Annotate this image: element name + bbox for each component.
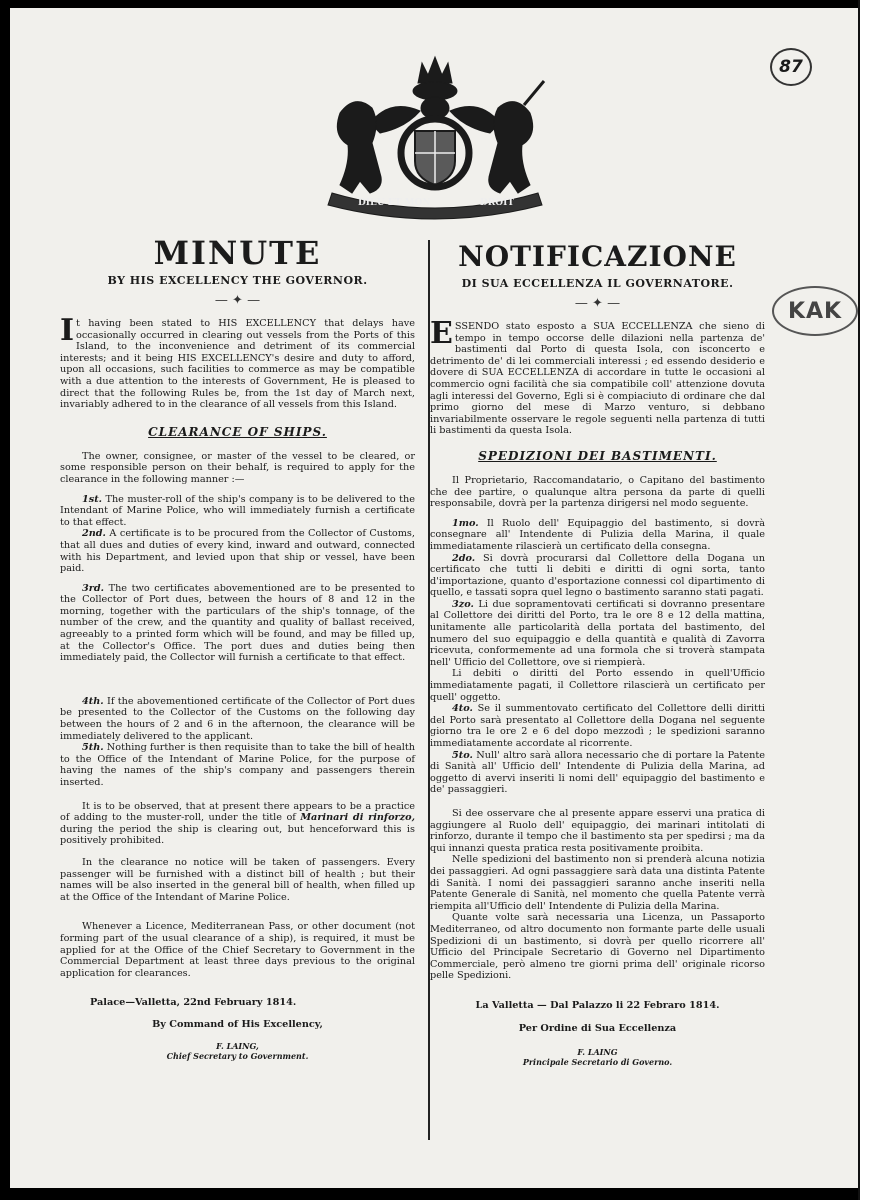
italian-date: La Valletta — Dal Palazzo li 22 Febraro 1814.	[475, 999, 720, 1011]
italian-rule-2: 2do. Si dovrà procurarsi dal Collettore della Dogana un certificato che tutti li debiti e diritti di ogni sorta, tanto d'importazione, quanto d'esportazione connessi col dipartimento di quello, e tassati sopra quel legno o bastimento saranno stati pagati.	[430, 552, 765, 599]
english-section-title: CLEARANCE OF SHIPS.	[148, 424, 327, 439]
italian-observation: Si dee osservare che al presente appare esservi una pratica di aggiungere al Ruolo dell' equipaggio, dei marinari intitolati di rinforzo, durante il tempo che il bastimento sta per spedirsi ; ma da qui innanzi questa pratica resta positivamente proibita.	[430, 807, 765, 854]
italian-rule-3b: Li debiti o diritti del Porto essendo in quell'Ufficio immediatamente pagati, il Collettore rilascierà un certificato per quell' oggetto.	[430, 668, 765, 703]
italian-section-title: SPEDIZIONI DEI BASTIMENTI.	[478, 448, 717, 463]
drop-cap: E	[430, 316, 453, 351]
italian-licence: Quante volte sarà necessaria una Licenza, un Passaporto Mediterraneo, od altro documento non formante parte delle usuali Spedizioni di un bastimento, si dovrà per quello ricorrere all' Ufficio del Principale Secretario di Governo nel Dipartimento Commerciale, però almeno tre giorni prima dell' originale ricorso pelle Spedizioni.	[430, 912, 765, 982]
motto-left: DIEU ET MON	[358, 198, 431, 208]
english-rule-1: 1st. The muster-roll of the ship's company is to be delivered to the Intendant of Marine Police, who will immediately furnish a certificate to that effect.	[60, 493, 415, 528]
english-passengers: In the clearance no notice will be taken of passengers. Every passenger will be furnished with a distinct bill of health ; but their names will be also inserted in the general bill of health, when filled up at the Office of the Intendant of Marine Police.	[60, 856, 415, 903]
italian-command: Per Ordine di Sua Eccellenza	[518, 1023, 677, 1035]
italian-passengers: Nelle spedizioni del bastimento non si prenderà alcuna notizia dei passaggieri. Ad ogni passaggiere sarà data una distinta Patente di Sanità. I nomi dei passaggieri saranno anche inseriti nella Patente Generale di Sanità, nel momento che quella Patente verrà riempita all'Ufficio dell' Intendente di Pulizia della Marina.	[430, 854, 765, 912]
english-command: By Command of His Excellency,	[152, 1018, 323, 1030]
italian-subtitle: DI SUA ECCELLENZA IL GOVERNATORE.	[461, 277, 734, 290]
document-page	[10, 8, 858, 1188]
english-column	[60, 234, 415, 1061]
italian-paragraph-owner: Il Proprietario, Raccomandatario, o Capitano del bastimento che dee partire, o qualunque altra persona da parte di quelli responsabile, dovrà per la partenza dirigersi nel modo seguente.	[430, 474, 765, 510]
english-signature-title: Chief Secretary to Government.	[166, 1050, 309, 1061]
english-licence: Whenever a Licence, Mediterranean Pass, or other document (not forming part of the usual clearance of a ship), is required, it must be applied for at the Office of the Chief Secretary to Government in the Commercial Department at least three days previous to the original application for clearances.	[60, 921, 415, 979]
english-observation: It is to be observed, that at present there appears to be a practice of adding to the muster-roll, under the title of Marinari di rinforzo, during the period the ship is clearing out, but henceforward this is positively prohibited.	[60, 800, 415, 847]
italian-signature-title: Principale Secretario di Governo.	[522, 1057, 673, 1068]
italian-title: NOTIFICAZIONE	[458, 240, 737, 273]
italian-column	[430, 240, 765, 1067]
ornament-divider: — ✦ —	[214, 293, 261, 308]
royal-coat-of-arms	[310, 53, 560, 223]
english-rule-4: 4th. If the abovementioned certificate of the Collector of Port dues be presented to the Collector of the Customs on the following day between the hours of 2 and 6 in the afternoon, the clearance will be immediately delivered to the applicant.	[60, 695, 415, 742]
drop-cap: I	[60, 313, 75, 348]
ornament-divider: — ✦ —	[574, 296, 621, 311]
english-date: Palace—Valletta, 22nd February 1814.	[90, 997, 297, 1009]
english-paragraph-owner: The owner, consignee, or master of the vessel to be cleared, or some responsible person on their behalf, is required to apply for the clearance in the following manner :—	[60, 450, 415, 485]
english-rule-2: 2nd. A certificate is to be procured from the Collector of Customs, that all dues and duties of every kind, inward and outward, connected with his Department, and levied upon that ship or vessel, have been paid.	[60, 528, 415, 575]
italian-intro: ESSENDO stato esposto a SUA ECCELLENZA che sieno di tempo in tempo occorse delle dilazioni nella partenza de' bastimenti dal Porto di questa Isola, con isconcerto e detrimento de' di lei commerciali interessi ; ed essendo desiderio e dovere di SUA ECCELLENZA di accordare in tutte le occasioni al commercio ogni facilità che sia compatibile coll' attenzione dovuta agli interessi del Governo, Egli si è compiaciuto di ordinare che dal primo giorno del mese di Marzo venturo, si debbano invariabilmente osservare le regole seguenti nella partenza di tutti li bastimenti da questa Isola.	[430, 316, 765, 437]
italian-signature-name: F. LAING	[577, 1047, 618, 1058]
folio-number: 87	[770, 48, 812, 86]
italian-rule-3: 3zo. Li due sopramentovati certificati si dovranno presentare al Collettore dei diritti del Porto, tra le ore 8 e 12 della mattina, unitamente alle particolarità della portata del bastimento, del numero del suo equipaggio e della quantità e qualità di Zavorra ricevuta, conformemente ad una formola che si troverà stampata nell' Ufficio del Collettore, ove si riempierà.	[430, 598, 765, 668]
italian-rule-1: 1mo. Il Ruolo dell' Equipaggio del bastimento, si dovrà consegnare all' Intendente di Pulizia della Marina, il quale immediatamente rilascierà un certificato della consegna.	[430, 517, 765, 552]
english-intro: It having been stated to HIS EXCELLENCY that delays have occasionally occurred in clearing out vessels from the Ports of this Island, to the inconvenience and detriment of its commercial interests; and it being HIS EXCELLENCY's desire and duty to afford, upon all occasions, such facilities to commerce as may be compatible with a due attention to the interests of Government, He is pleased to direct that the following Rules be, from the 1st day of March next, invariably adhered to in the clearance of all vessels from this Island.	[60, 313, 415, 411]
english-signature-name: F. LAING,	[216, 1040, 259, 1051]
english-rule-5: 5th. Nothing further is then requisite than to take the bill of health to the Office of the Intendant of Marine Police, for the purpose of having the names of the ship's company and passengers therein inserted.	[60, 742, 415, 788]
archive-stamp: KAK	[772, 286, 858, 336]
english-subtitle: BY HIS EXCELLENCY THE GOVERNOR.	[107, 274, 368, 287]
italian-rule-5: 5to. Null' altro sarà allora necessario che di portare la Patente di Sanità all' Ufficio dell' Intendente di Pulizia della Marina, ad oggetto di avervi inseriti li nomi dell' equipaggio del bastimento e de' passaggieri.	[430, 749, 765, 796]
english-rule-3: 3rd. The two certificates abovementioned are to be presented to the Collector of Port dues, between the hours of 8 and 12 in the morning, together with the particulars of the ship's tonnage, of the number of the crew, and the quantity and quality of ballast received, agreeably to a printed form which will be found, and may be filled up, at the Collector's Office. The port dues and duties being then immediately paid, the Collector will furnish a certificate to that effect.	[60, 582, 415, 664]
motto-right: DROIT	[480, 198, 515, 208]
italian-rule-4: 4to. Se il summentovato certificato del Collettore delli diritti del Porto sarà presentato al Collettore della Dogana nel seguente giorno tra le ore 2 e 6 del dopo mezzodì ; le spedizioni saranno immediatamente accordate al ricorrente.	[430, 703, 765, 749]
english-title: MINUTE	[153, 234, 322, 272]
scan-edge	[858, 0, 875, 1200]
